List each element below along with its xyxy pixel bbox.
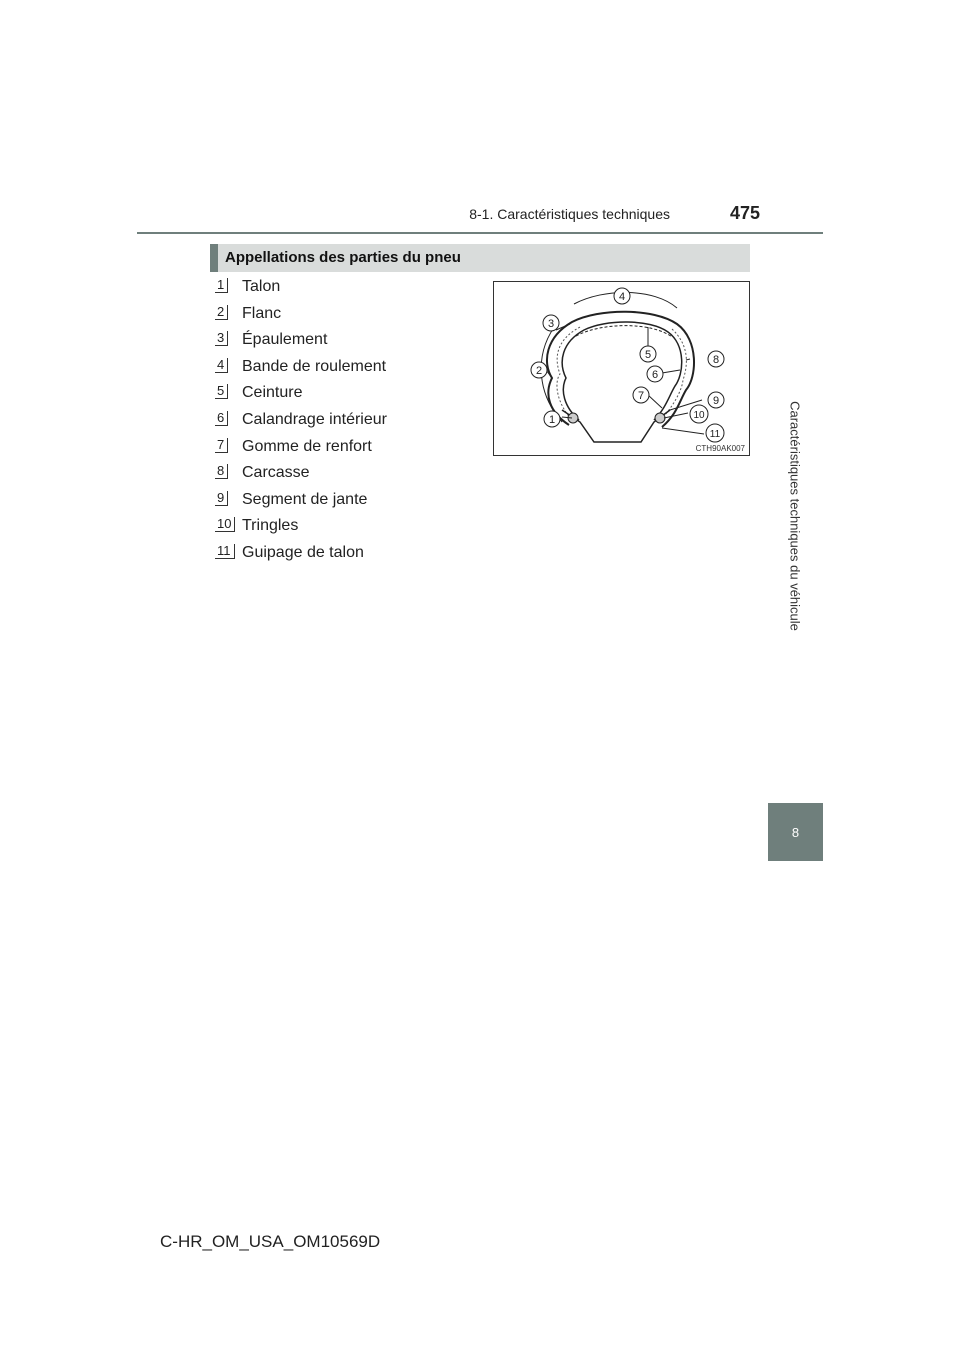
header-divider — [137, 232, 823, 234]
list-item — [215, 356, 485, 383]
callout-1-label: 1 — [548, 414, 556, 426]
item-label: Tringles — [242, 517, 299, 535]
callout-8-label: 8 — [712, 354, 720, 366]
item-number-badge: 7 — [215, 438, 228, 453]
section-heading: Appellations des parties du pneu — [210, 244, 750, 272]
item-label: Segment de jante — [242, 490, 368, 508]
item-number-badge: 11 — [215, 544, 235, 559]
list-item — [215, 542, 485, 569]
page-number: 475 — [729, 203, 760, 223]
callout-leaders — [546, 294, 704, 434]
bead-right — [655, 413, 665, 423]
list-item — [215, 382, 485, 409]
item-number-badge: 6 — [215, 411, 228, 426]
item-number-badge: 9 — [215, 491, 228, 506]
list-item — [215, 409, 485, 436]
item-label: Talon — [242, 278, 281, 295]
callout-5-label: 5 — [644, 349, 652, 361]
item-label: Bande de roulement — [242, 357, 387, 375]
tire-ply — [557, 327, 686, 423]
item-label: Flanc — [242, 304, 282, 322]
figure-code: CTH90AK007 — [695, 444, 745, 453]
item-number-badge: 4 — [215, 358, 228, 373]
list-item — [215, 276, 485, 303]
item-number-badge: 2 — [215, 305, 228, 320]
callout-10-label: 10 — [693, 410, 705, 421]
list-item — [215, 489, 485, 516]
item-number-badge: 10 — [215, 517, 235, 532]
callout-6-label: 6 — [651, 369, 659, 381]
side-tab-chapter-title — [785, 236, 805, 796]
side-tab-chapter-title-text: Caractéristiques techniques du véhicule — [787, 401, 803, 631]
callout-2-label: 2 — [535, 365, 543, 377]
item-number-badge: 3 — [215, 331, 228, 346]
rim-outline — [562, 410, 670, 442]
item-label: Ceinture — [242, 384, 303, 402]
tire-diagram — [494, 282, 751, 457]
callout-3-label: 3 — [547, 318, 555, 330]
item-label: Gomme de renfort — [242, 437, 372, 455]
callout-9-label: 9 — [712, 395, 720, 407]
footer-document-code: C-HR_OM_USA_OM10569D — [160, 1232, 381, 1251]
item-label: Carcasse — [242, 464, 310, 482]
tire-inner-profile — [562, 322, 682, 420]
callout-11-label: 11 — [709, 429, 721, 440]
item-label: Calandrage intérieur — [242, 410, 387, 428]
running-header-section: 8-1. Caractéristiques techniques — [469, 206, 670, 222]
list-item — [215, 436, 485, 463]
side-tab-chapter-number: 8 — [768, 803, 823, 861]
list-item — [215, 515, 485, 542]
callout-4-label: 4 — [618, 291, 626, 303]
list-item — [215, 303, 485, 330]
tire-parts-list — [215, 276, 485, 569]
list-item — [215, 462, 485, 489]
callout-7-label: 7 — [637, 390, 645, 402]
item-number-badge: 8 — [215, 464, 228, 479]
item-number-badge: 1 — [215, 278, 228, 293]
tire-cross-section-figure — [493, 281, 750, 456]
item-label: Guipage de talon — [242, 543, 364, 561]
list-item — [215, 329, 485, 356]
item-number-badge: 5 — [215, 384, 228, 399]
item-label: Épaulement — [242, 331, 328, 349]
